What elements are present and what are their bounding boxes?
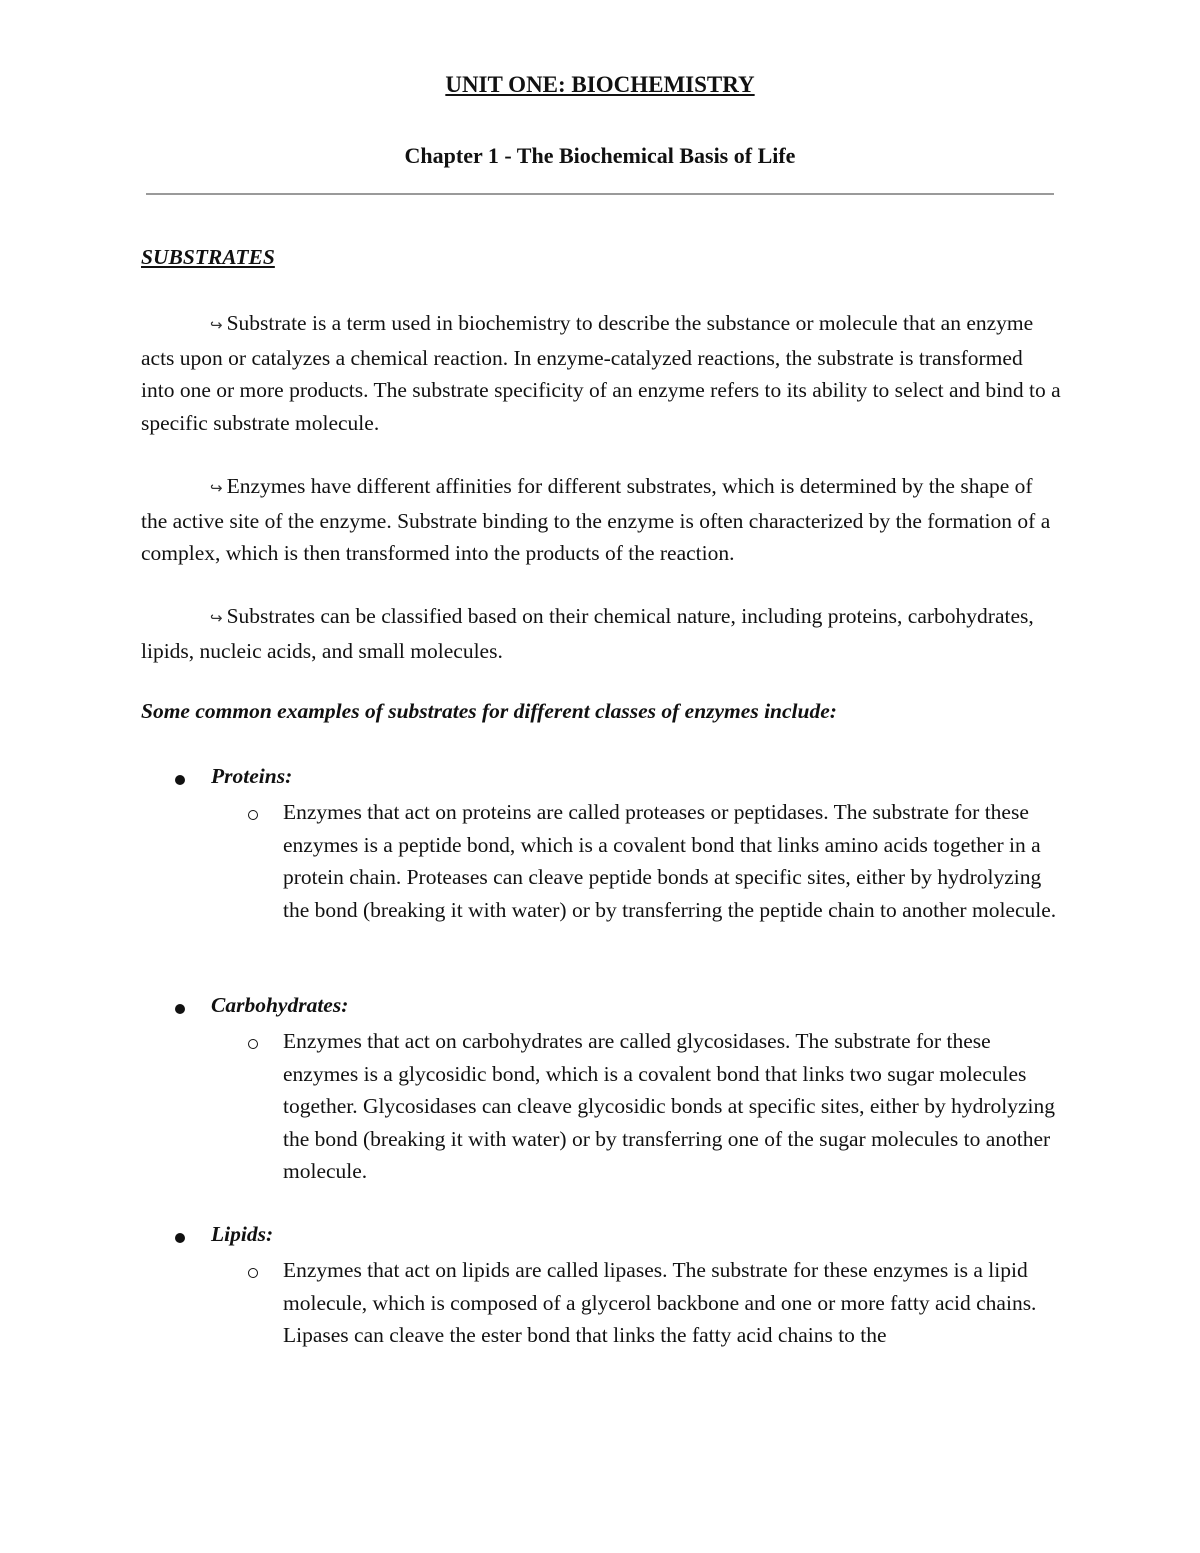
section-heading: SUBSTRATES — [141, 245, 275, 269]
paragraph-text: Enzymes have different affinities for different substrates, which is determined by the shape of the active site of the enzyme. Substrate binding to the enzyme is often characterized by the formation of a complex, which is then transformed into the products of the reaction. — [141, 474, 1051, 565]
bullet-label: Lipids: — [211, 1222, 274, 1246]
sub-item-text: Enzymes that act on proteins are called proteases or peptidases. The substrate for these enzymes is a peptide bond, which is a covalent bond that links amino acids together in a protein chain. Proteases can cleave peptide bonds at specific sites, either by hydrolyzing the bond (breaking it with water) or by transferring the peptide chain to another molecule. — [283, 800, 1057, 922]
hook-arrow-icon: ↪ — [210, 609, 223, 627]
hollow-circle-bullet-icon — [248, 810, 258, 820]
horizontal-rule — [146, 193, 1054, 195]
chapter-title: Chapter 1 - The Biochemical Basis of Life — [404, 143, 796, 168]
sub-item-text: Enzymes that act on lipids are called lipases. The substrate for these enzymes is a lipid molecule, which is composed of a glycerol backbone and one or more fatty acid chains. Lipases can cleave the ester bond that links the fatty acid chains to the — [283, 1258, 1037, 1347]
paragraph-3 — [141, 600, 1061, 667]
bullet-label: Carbohydrates: — [211, 993, 349, 1017]
bullet-dot-icon — [175, 775, 185, 785]
paragraph-text: Substrate is a term used in biochemistry to describe the substance or molecule that an enzyme acts upon or catalyzes a chemical reaction. In enzyme-catalyzed reactions, the substrate is transformed into one or more products. The substrate specificity of an enzyme refers to its ability to select and bind to a specific substrate molecule. — [141, 311, 1061, 435]
hook-arrow-icon: ↪ — [210, 316, 223, 334]
paragraph-1 — [141, 307, 1061, 439]
hollow-circle-bullet-icon — [248, 1268, 258, 1278]
bullet-dot-icon — [175, 1233, 185, 1243]
paragraph-text: Substrates can be classified based on their chemical nature, including proteins, carbohydrates, lipids, nucleic acids, and small molecules. — [141, 604, 1034, 663]
bullet-label: Proteins: — [211, 764, 293, 788]
examples-heading: Some common examples of substrates for different classes of enzymes include: — [141, 699, 837, 723]
sub-item-text: Enzymes that act on carbohydrates are called glycosidases. The substrate for these enzymes is a glycosidic bond, which is a covalent bond that links two sugar molecules together. Glycosidases can cleave glycosidic bonds at specific sites, either by hydrolyzing the bond (breaking it with water) or by transferring one of the sugar molecules to another molecule. — [283, 1029, 1055, 1183]
unit-title: UNIT ONE: BIOCHEMISTRY — [445, 72, 755, 97]
paragraph-2 — [141, 470, 1061, 570]
hollow-circle-bullet-icon — [248, 1039, 258, 1049]
bullet-dot-icon — [175, 1004, 185, 1014]
hook-arrow-icon: ↪ — [210, 479, 223, 497]
